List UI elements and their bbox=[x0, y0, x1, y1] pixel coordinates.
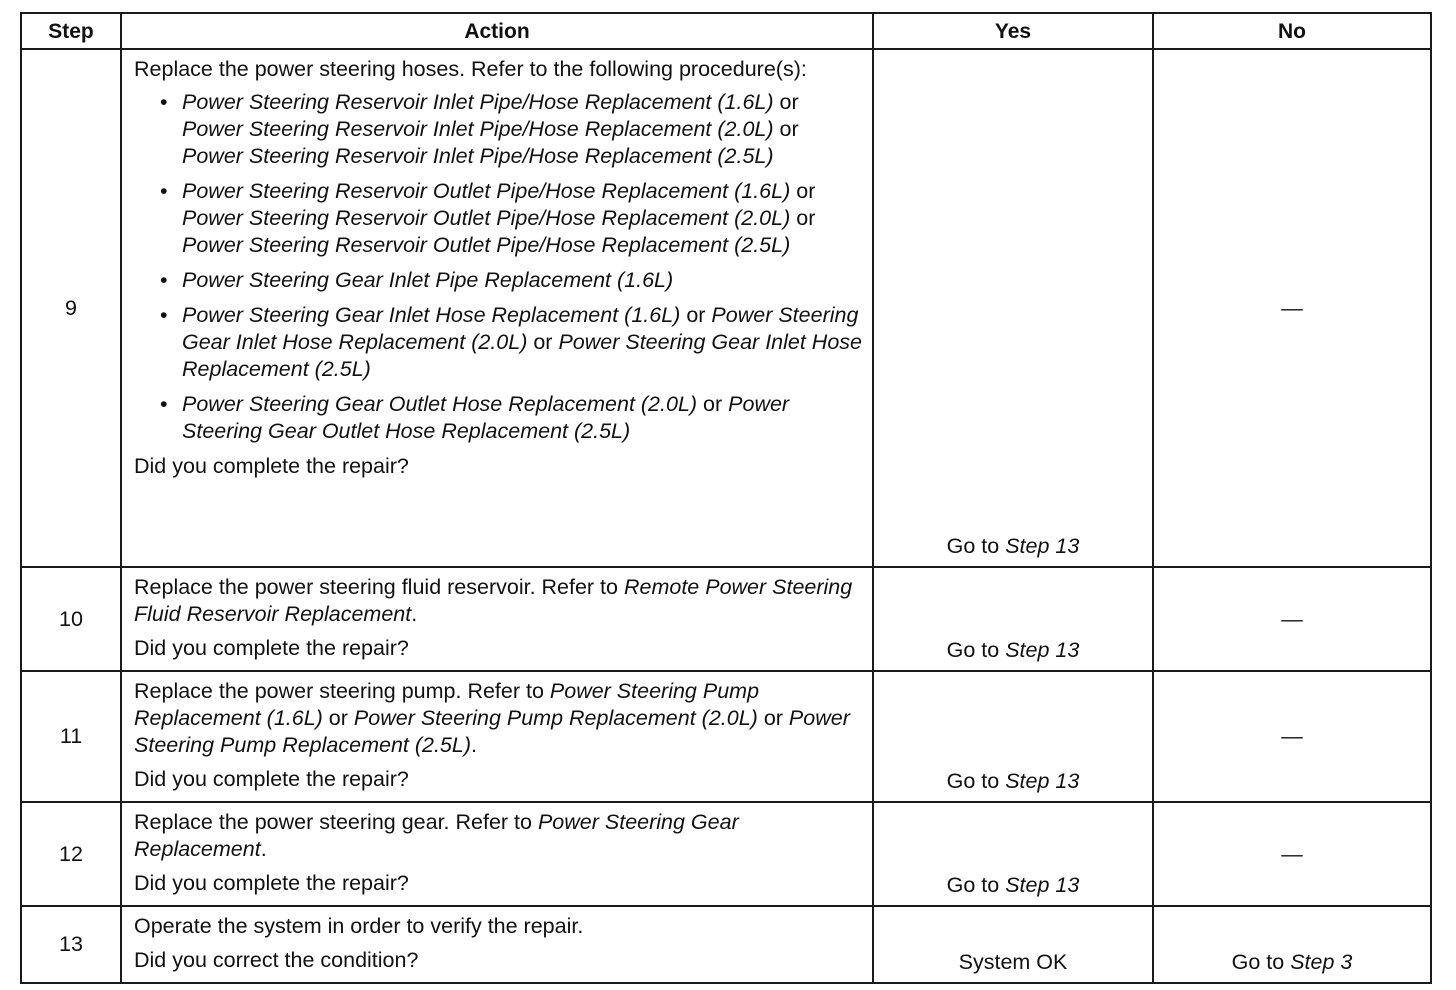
reference-text: Power Steering Reservoir Outlet Pipe/Hose Replacement (1.6L) bbox=[182, 179, 791, 203]
text-fragment: . bbox=[260, 837, 267, 861]
table-row bbox=[21, 671, 1431, 802]
table-body bbox=[21, 49, 1431, 983]
text-fragment: Go to bbox=[1231, 950, 1291, 974]
text-fragment: or bbox=[697, 392, 729, 416]
header-yes: Yes bbox=[873, 13, 1153, 49]
action-instruction bbox=[134, 678, 862, 759]
step-number: 10 bbox=[21, 567, 121, 671]
text-fragment: or bbox=[773, 117, 799, 141]
procedure-item bbox=[182, 178, 862, 259]
table-row bbox=[21, 49, 1431, 567]
header-action: Action bbox=[121, 13, 873, 49]
yes-cell bbox=[873, 567, 1153, 671]
yes-result bbox=[874, 949, 1152, 976]
procedure-item bbox=[182, 302, 862, 383]
action-instruction bbox=[134, 809, 862, 863]
reference-text: Power Steering Reservoir Inlet Pipe/Hose Replacement (2.0L) bbox=[182, 117, 774, 141]
header-row bbox=[21, 13, 1431, 49]
step-number: 12 bbox=[21, 802, 121, 906]
no-cell bbox=[1153, 49, 1431, 567]
text-fragment: or bbox=[527, 330, 559, 354]
table-row bbox=[21, 567, 1431, 671]
action-question: Did you complete the repair? bbox=[134, 871, 409, 895]
action-instruction bbox=[134, 913, 862, 940]
text-fragment: Go to bbox=[946, 534, 1006, 558]
procedure-item bbox=[182, 89, 862, 170]
reference-text: Step 13 bbox=[1005, 769, 1080, 793]
reference-text: Power Steering Gear Inlet Pipe Replacement (1.6L) bbox=[182, 268, 674, 292]
step-number: 11 bbox=[21, 671, 121, 802]
action-instruction: Replace the power steering hoses. Refer to the following procedure(s): bbox=[134, 57, 807, 81]
procedure-list bbox=[134, 89, 862, 445]
text-fragment: Go to bbox=[946, 873, 1006, 897]
reference-text: Power Steering Gear Outlet Hose Replacement (2.0L) bbox=[182, 392, 698, 416]
reference-text: Step 13 bbox=[1005, 873, 1080, 897]
yes-cell bbox=[873, 906, 1153, 983]
no-result: — bbox=[1281, 606, 1303, 631]
step-number: 9 bbox=[21, 49, 121, 567]
reference-text: Step 3 bbox=[1290, 950, 1353, 974]
reference-text: Power Steering Gear Inlet Hose Replacement (2.0L) bbox=[182, 303, 859, 354]
text-fragment: or bbox=[757, 706, 789, 730]
action-question: Did you complete the repair? bbox=[134, 767, 409, 791]
procedure-item bbox=[182, 267, 862, 294]
reference-text: Power Steering Gear Inlet Hose Replacement (1.6L) bbox=[182, 303, 681, 327]
yes-cell bbox=[873, 49, 1153, 567]
no-result bbox=[1154, 949, 1430, 976]
reference-text: Step 13 bbox=[1005, 638, 1080, 662]
reference-text: Power Steering Pump Replacement (1.6L) bbox=[134, 679, 760, 730]
yes-cell bbox=[873, 802, 1153, 906]
action-instruction bbox=[134, 574, 862, 628]
yes-result bbox=[874, 872, 1152, 899]
header-no: No bbox=[1153, 13, 1431, 49]
text-fragment: . bbox=[411, 602, 418, 626]
text-fragment: Replace the power steering fluid reservoir. Refer to bbox=[134, 575, 624, 599]
step-number: 13 bbox=[21, 906, 121, 983]
text-fragment: or bbox=[680, 303, 712, 327]
action-cell bbox=[121, 906, 873, 983]
table-row bbox=[21, 906, 1431, 983]
text-fragment: or bbox=[322, 706, 354, 730]
text-fragment: or bbox=[790, 179, 816, 203]
action-cell bbox=[121, 49, 873, 567]
yes-result bbox=[874, 637, 1152, 664]
no-result: — bbox=[1281, 295, 1303, 320]
yes-result bbox=[874, 533, 1152, 560]
action-question: Did you correct the condition? bbox=[134, 948, 419, 972]
reference-text: Step 13 bbox=[1005, 534, 1080, 558]
reference-text: Power Steering Reservoir Outlet Pipe/Hose Replacement (2.0L) bbox=[182, 206, 791, 230]
text-fragment: or bbox=[790, 206, 816, 230]
text-fragment: Replace the power steering pump. Refer to bbox=[134, 679, 550, 703]
reference-text: Power Steering Reservoir Inlet Pipe/Hose Replacement (1.6L) bbox=[182, 90, 774, 114]
reference-text: Remote Power Steering Fluid Reservoir Replacement bbox=[134, 575, 853, 626]
yes-result bbox=[874, 768, 1152, 795]
reference-text: Power Steering Gear Inlet Hose Replacement (2.5L) bbox=[182, 330, 862, 381]
action-cell bbox=[121, 802, 873, 906]
reference-text: Power Steering Gear Replacement bbox=[134, 810, 739, 861]
yes-cell bbox=[873, 671, 1153, 802]
action-question: Did you complete the repair? bbox=[134, 454, 409, 478]
procedure-item bbox=[182, 391, 862, 445]
action-question: Did you complete the repair? bbox=[134, 636, 409, 660]
reference-text: Power Steering Pump Replacement (2.5L) bbox=[134, 706, 850, 757]
text-fragment: or bbox=[773, 90, 799, 114]
text-fragment: Go to bbox=[946, 638, 1006, 662]
text-fragment: . bbox=[471, 733, 477, 757]
text-fragment: System OK bbox=[958, 950, 1068, 974]
no-cell bbox=[1153, 802, 1431, 906]
no-cell bbox=[1153, 567, 1431, 671]
reference-text: Power Steering Reservoir Inlet Pipe/Hose Replacement (2.5L) bbox=[182, 144, 774, 168]
text-fragment: Operate the system in order to verify the repair. bbox=[134, 914, 584, 938]
action-cell bbox=[121, 567, 873, 671]
reference-text: Power Steering Pump Replacement (2.0L) bbox=[353, 706, 758, 730]
table-row bbox=[21, 802, 1431, 906]
no-result: — bbox=[1281, 841, 1303, 866]
reference-text: Power Steering Gear Outlet Hose Replacement (2.5L) bbox=[182, 392, 790, 443]
diagnostic-table bbox=[20, 12, 1432, 984]
reference-text: Power Steering Reservoir Outlet Pipe/Hose Replacement (2.5L) bbox=[182, 233, 791, 257]
text-fragment: Go to bbox=[946, 769, 1006, 793]
header-step: Step bbox=[21, 13, 121, 49]
no-result: — bbox=[1281, 724, 1303, 748]
text-fragment: Replace the power steering gear. Refer to bbox=[134, 810, 538, 834]
no-cell bbox=[1153, 671, 1431, 802]
action-cell bbox=[121, 671, 873, 802]
no-cell bbox=[1153, 906, 1431, 983]
